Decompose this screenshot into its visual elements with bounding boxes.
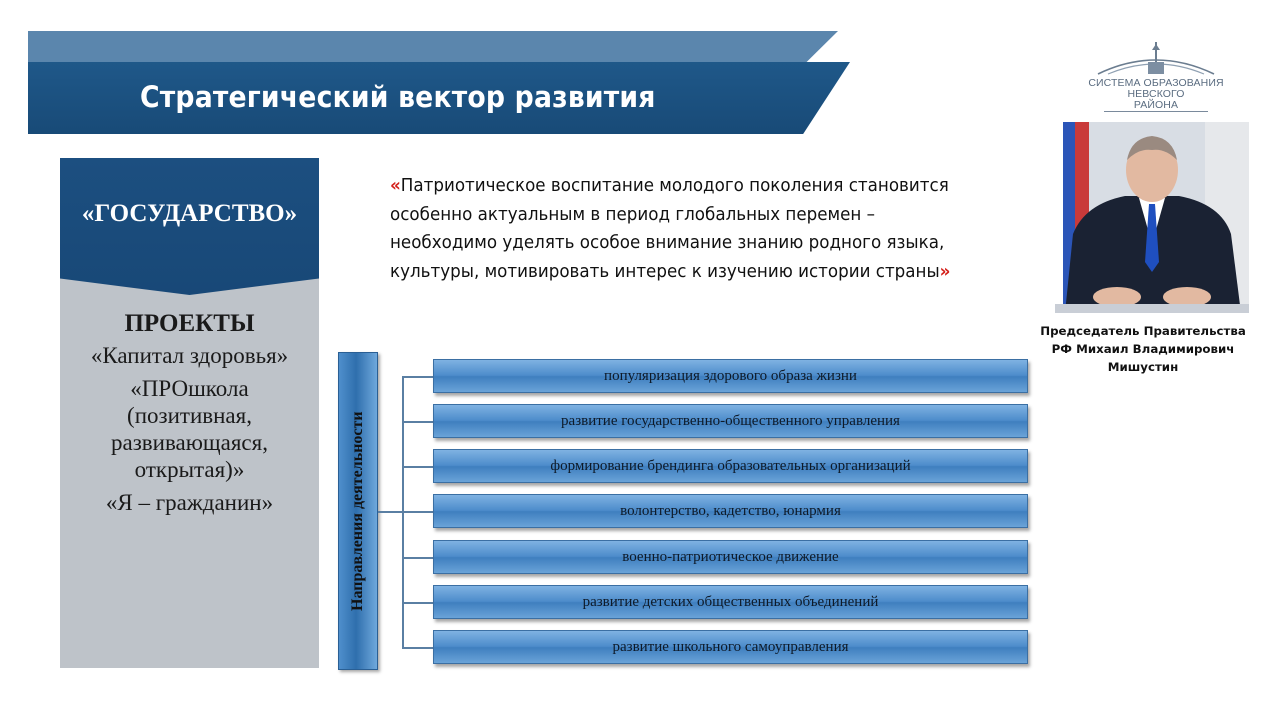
connector-branch [402,376,433,378]
logo-line-1: СИСТЕМА ОБРАЗОВАНИЯ [1088,77,1224,89]
activities-label: Направления деятельности [349,411,366,611]
projects-heading: ПРОЕКТЫ [124,310,255,337]
project-item: «Я – гражданин» [105,490,274,515]
logo-line-2: НЕВСКОГО РАЙОНА [1104,89,1208,112]
project-item: «ПРОшкола [130,376,249,401]
connector-main [378,511,403,513]
project-item: развивающаяся, [111,430,268,455]
activity-item: развитие детских общественных объединений [433,585,1028,619]
connector-branch [402,557,433,559]
speaker-photo [1055,122,1249,313]
title-banner-stripe [28,31,838,63]
connector-branch [402,421,433,423]
activity-item: популяризация здорового образа жизни [433,359,1028,393]
activity-item: военно-патриотическое движение [433,540,1028,574]
activity-item: развитие государственно-общественного управления [433,404,1028,438]
project-item: (позитивная, [127,403,252,428]
connector-branch [402,511,433,513]
activity-item: волонтерство, кадетство, юнармия [433,494,1028,528]
speaker-caption: Председатель Правительства РФ Михаил Владимирович Мишустин [1040,324,1246,374]
quote-open-mark: « [390,176,401,196]
portrait-illustration [1055,122,1249,313]
project-item: открытая)» [134,457,245,482]
organization-logo [1088,40,1224,111]
connector-branch [402,602,433,604]
projects-list [60,310,319,516]
quote-close-mark: » [939,262,951,283]
building-spire-icon [1088,40,1224,80]
quote-block [390,172,973,287]
connector-branch [402,466,433,468]
state-heading: «ГОСУДАРСТВО» [81,200,298,227]
project-item: «Капитал здоровья» [90,343,289,368]
connector-branch [402,647,433,649]
activity-item: формирование брендинга образовательных организаций [433,449,1028,483]
quote-text: Патриотическое воспитание молодого поколения становится особенно актуальным в период глобальных перемен – необходимо уделять особое внимание знанию родного языка, культуры, мотивировать интерес к изучению истории страны [390,176,949,283]
activity-item: развитие школьного самоуправления [433,630,1028,664]
slide-title: Стратегический вектор развития [140,80,656,114]
